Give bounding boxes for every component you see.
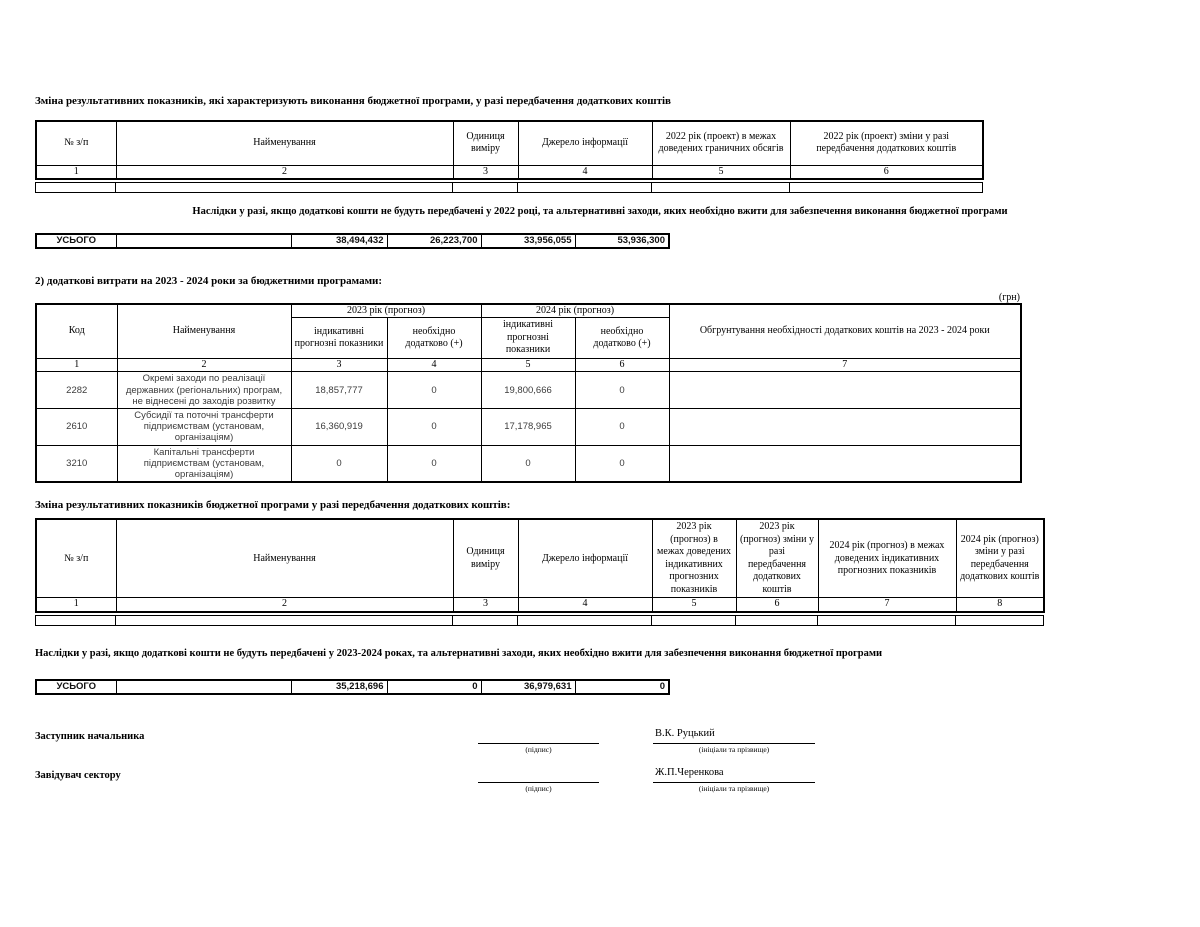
value-cell: 17,178,965 xyxy=(481,408,575,445)
signature-field xyxy=(478,769,599,793)
value-cell: 0 xyxy=(575,408,669,445)
empty-cell xyxy=(116,680,291,694)
signature-row xyxy=(35,728,1165,754)
signature-space xyxy=(478,769,599,782)
signer-name: В.К. Руцький xyxy=(655,728,715,740)
total-label: УСЬОГО xyxy=(36,680,116,694)
column-number: 3 xyxy=(453,165,518,179)
column-header: Найменування xyxy=(116,519,453,598)
total-row xyxy=(36,234,669,248)
signer-field xyxy=(653,767,815,793)
program-name-cell: Субсидії та поточні трансферти підприємствам (установам, організаціям) xyxy=(117,408,291,445)
results-2022-empty-row xyxy=(35,182,983,193)
empty-cell xyxy=(518,615,652,625)
year-2023-group-header: 2023 рік (прогноз) xyxy=(291,304,481,318)
results-change-2022-title: Зміна результативних показників, які характеризують виконання бюджетної програми, у разі передбачення додаткових коштів xyxy=(35,95,671,107)
column-number: 1 xyxy=(36,165,116,179)
total-value: 0 xyxy=(575,680,669,694)
total-label: УСЬОГО xyxy=(36,234,116,248)
column-header: 2023 рік (прогноз) зміни у разі передбачення додаткових коштів xyxy=(736,519,818,598)
column-number: 6 xyxy=(736,598,818,612)
additional-costs-table xyxy=(35,303,1022,483)
column-header: індикативні прогнозні показники xyxy=(481,318,575,359)
empty-cell xyxy=(36,183,116,193)
value-cell: 0 xyxy=(387,408,481,445)
sign-label: (підпис) xyxy=(525,745,552,755)
signature-space xyxy=(478,730,599,743)
empty-cell xyxy=(652,183,790,193)
role-label: Заступник начальника xyxy=(35,731,145,743)
column-number: 4 xyxy=(518,165,652,179)
value-cell: 0 xyxy=(575,445,669,482)
column-header: Одиниця виміру xyxy=(453,519,518,598)
program-code-cell: 2610 xyxy=(36,408,117,445)
empty-cell xyxy=(818,615,956,625)
empty-cell xyxy=(518,183,652,193)
column-header: індикативні прогнозні показники xyxy=(291,318,387,359)
total-row-2023-2024 xyxy=(35,679,670,695)
empty-cell xyxy=(453,183,518,193)
table-row xyxy=(36,408,1021,445)
role-label: Завідувач сектору xyxy=(35,770,121,782)
value-cell: 0 xyxy=(481,445,575,482)
currency-unit-label: (грн) xyxy=(998,291,1020,303)
initials-label: (ініціали та прізвище) xyxy=(698,745,770,755)
results-empty-row xyxy=(35,615,1044,626)
total-value: 0 xyxy=(387,680,481,694)
column-header: Найменування xyxy=(116,121,453,165)
value-cell: 0 xyxy=(291,445,387,482)
results-2022-table xyxy=(35,120,984,180)
column-number: 1 xyxy=(36,598,116,612)
column-number: 5 xyxy=(652,165,790,179)
signer-field xyxy=(653,728,815,754)
column-number: 6 xyxy=(790,165,983,179)
value-cell: 18,857,777 xyxy=(291,372,387,409)
column-number: 4 xyxy=(387,358,481,372)
sign-label: (підпис) xyxy=(525,784,552,794)
column-number: 6 xyxy=(575,358,669,372)
column-number: 5 xyxy=(652,598,736,612)
empty-cell xyxy=(956,615,1044,625)
column-number: 4 xyxy=(518,598,652,612)
column-header: 2022 рік (проект) в межах доведених граничних обсягів xyxy=(652,121,790,165)
signature-row xyxy=(35,767,1165,793)
justification-cell xyxy=(669,408,1021,445)
signer-name: Ж.П.Черенкова xyxy=(655,767,724,779)
justification-column-header: Обгрунтування необхідності додаткових коштів на 2023 - 2024 роки xyxy=(669,304,1021,359)
value-cell: 0 xyxy=(387,445,481,482)
column-header: Джерело інформації xyxy=(518,121,652,165)
value-cell: 19,800,666 xyxy=(481,372,575,409)
justification-cell xyxy=(669,445,1021,482)
column-number: 5 xyxy=(481,358,575,372)
empty-cell xyxy=(116,183,453,193)
column-header: № з/п xyxy=(36,121,116,165)
column-number: 7 xyxy=(818,598,956,612)
empty-row xyxy=(36,615,1044,625)
column-header: Джерело інформації xyxy=(518,519,652,598)
column-header: Одиниця виміру xyxy=(453,121,518,165)
results-change-title: Зміна результативних показників бюджетної програми у разі передбачення додаткових коштів: xyxy=(35,499,511,512)
value-cell: 0 xyxy=(387,372,481,409)
column-number: 2 xyxy=(116,598,453,612)
column-number-row xyxy=(36,598,1044,612)
header-row xyxy=(36,121,983,165)
results-table xyxy=(35,518,1045,613)
column-number: 7 xyxy=(669,358,1021,372)
column-header: 2022 рік (проект) зміни у разі передбачення додаткових коштів xyxy=(790,121,983,165)
value-cell: 16,360,919 xyxy=(291,408,387,445)
total-value: 38,494,432 xyxy=(291,234,387,248)
total-value: 33,956,055 xyxy=(481,234,575,248)
column-header: Найменування xyxy=(117,304,291,359)
total-row xyxy=(36,680,669,694)
empty-cell xyxy=(116,234,291,248)
program-name-cell: Капітальні трансферти підприємствам (установам, організаціям) xyxy=(117,445,291,482)
signature-field xyxy=(478,730,599,754)
total-value: 53,936,300 xyxy=(575,234,669,248)
empty-row xyxy=(36,183,983,193)
column-header: № з/п xyxy=(36,519,116,598)
justification-cell xyxy=(669,372,1021,409)
empty-cell xyxy=(36,615,116,625)
section2-title: 2) додаткові витрати на 2023 - 2024 роки за бюджетними програмами: xyxy=(35,274,383,287)
total-2022-row xyxy=(35,233,670,249)
empty-cell xyxy=(116,615,453,625)
empty-cell xyxy=(652,615,736,625)
table-row xyxy=(36,445,1021,482)
header-row xyxy=(36,519,1044,598)
column-header: 2024 рік (прогноз) зміни у разі передбачення додаткових коштів xyxy=(956,519,1044,598)
column-header: необхідно додатково (+) xyxy=(387,318,481,359)
column-number: 2 xyxy=(117,358,291,372)
program-code-cell: 2282 xyxy=(36,372,117,409)
column-number: 3 xyxy=(291,358,387,372)
column-number: 3 xyxy=(453,598,518,612)
column-header: необхідно додатково (+) xyxy=(575,318,669,359)
consequences-note: Наслідки у разі, якщо додаткові кошти не будуть передбачені у 2023-2024 роках, та альтернативні заходи, яких необхідно вжити для забезпечення виконання бюджетної програми xyxy=(35,647,883,659)
consequences-2022-note: Наслідки у разі, якщо додаткові кошти не будуть передбачені у 2022 році, та альтернативні заходи, яких необхідно вжити для забезпечення виконання бюджетної програми xyxy=(192,206,1008,218)
column-number-row xyxy=(36,165,983,179)
empty-cell xyxy=(790,183,983,193)
year-2024-group-header: 2024 рік (прогноз) xyxy=(481,304,669,318)
empty-cell xyxy=(453,615,518,625)
program-code-cell: 3210 xyxy=(36,445,117,482)
column-number: 1 xyxy=(36,358,117,372)
column-number-row xyxy=(36,358,1021,372)
table-row xyxy=(36,372,1021,409)
group-header-row xyxy=(36,304,1021,318)
value-cell: 0 xyxy=(575,372,669,409)
total-value: 26,223,700 xyxy=(387,234,481,248)
total-value: 35,218,696 xyxy=(291,680,387,694)
column-number: 8 xyxy=(956,598,1044,612)
column-header: 2024 рік (прогноз) в межах доведених індикативних прогнозних показників xyxy=(818,519,956,598)
column-number: 2 xyxy=(116,165,453,179)
total-value: 36,979,631 xyxy=(481,680,575,694)
empty-cell xyxy=(736,615,818,625)
column-header: 2023 рік (прогноз) в межах доведених індикативних прогнозних показників xyxy=(652,519,736,598)
column-header: Код xyxy=(36,304,117,359)
program-name-cell: Окремі заходи по реалізації державних (регіональних) програм, не віднесені до заходів розвитку xyxy=(117,372,291,409)
initials-label: (ініціали та прізвище) xyxy=(698,784,770,794)
